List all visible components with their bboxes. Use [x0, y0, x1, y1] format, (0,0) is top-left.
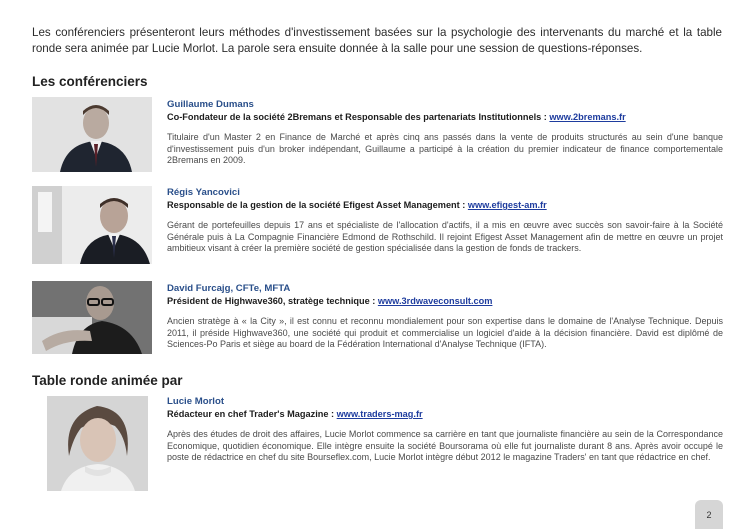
page-number: 2	[695, 500, 723, 529]
speaker-role	[167, 199, 723, 211]
moderator-name: Lucie Morlot	[167, 396, 225, 407]
speaker-role	[167, 111, 723, 123]
speaker-role-text: Co-Fondateur de la société 2Bremans et Responsable des partenariats Institutionnels :	[167, 112, 550, 122]
moderator-photo-morlot	[47, 396, 148, 491]
speakers-heading: Les conférenciers	[32, 74, 148, 89]
speaker-link[interactable]: www.2bremans.fr	[549, 112, 626, 122]
speaker-link[interactable]: www.efigest-am.fr	[467, 200, 547, 210]
speaker-photo-yancovici	[32, 186, 152, 264]
speaker-photo-dumans	[32, 97, 152, 172]
speaker-photo-furcajg	[32, 281, 152, 354]
speaker-role-text: Responsable de la gestion de la société Efigest Asset Management :	[167, 200, 468, 210]
moderator-link[interactable]: www.traders-mag.fr	[336, 409, 423, 419]
intro-paragraph: Les conférenciers présenteront leurs méthodes d'investissement basées sur la psychologie des intervenants du marché et la table ronde sera animée par Lucie Morlot. La parole sera ensuite donnée à la salle pour une session de questions-réponses.	[32, 25, 722, 55]
speaker-link[interactable]: www.3rdwaveconsult.com	[377, 296, 493, 306]
speaker-role-text: Président de Highwave360, stratège technique :	[167, 296, 378, 306]
moderator-role	[167, 408, 723, 420]
moderator-bio: Après des études de droit des affaires, Lucie Morlot commence sa carrière en tant que journaliste financière au sein de la Correspondance Economique, quotidien économique. Elle intègre ensuite la société Boursorama où elle fut journaliste durant 8 ans. Après avoir occupé le poste de rédactrice en chef du site Bourseflex.com, Lucie Morlot intègre début 2012 le magazine Traders' en tant que rédactrice en chef.	[167, 429, 723, 463]
moderator-role-text: Rédacteur en chef Trader's Magazine :	[167, 409, 337, 419]
speaker-bio: Gérant de portefeuilles depuis 17 ans et spécialiste de l'allocation d'actifs, il a mis en œuvre avec succès son savoir-faire à la Société Générale puis à La Compagnie Financière Edmond de Rothschild. Il rejoint Efigest Asset Management afin de mettre en œuvre un projet ambitieux visant à créer la première société de gestion spécialisée dans la gestion de fonds de trackers.	[167, 220, 723, 254]
speaker-entry-yancovici	[167, 187, 723, 255]
speaker-role	[167, 295, 723, 307]
moderator-heading: Table ronde animée par	[32, 373, 183, 388]
speaker-name: Régis Yancovici	[167, 187, 240, 198]
speaker-name: Guillaume Dumans	[167, 99, 254, 110]
speaker-name: David Furcajg, CFTe, MFTA	[167, 283, 291, 294]
speaker-bio: Ancien stratège à « la City », il est connu et reconnu mondialement pour son expertise dans le domaine de l'Analyse Technique. Depuis 2011, il préside Highwave360, une société qui produit et commercialise un logiciel d'aide à la décision financière. David est diplômé de Sciences-Po Paris et siège au board de la Fédération International d'Analyse Technique (IFTA).	[167, 316, 723, 350]
moderator-entry-morlot	[167, 396, 723, 464]
speaker-bio: Titulaire d'un Master 2 en Finance de Marché et après cinq ans passés dans la vente de produits structurés au sein d'une banque d'investissement puis d'un broker indépendant, Guillaume a participé à la création du premier indicateur de finance comportementale 2Bremans en 2009.	[167, 132, 723, 166]
speaker-entry-furcajg	[167, 283, 723, 351]
speaker-entry-dumans	[167, 99, 723, 167]
